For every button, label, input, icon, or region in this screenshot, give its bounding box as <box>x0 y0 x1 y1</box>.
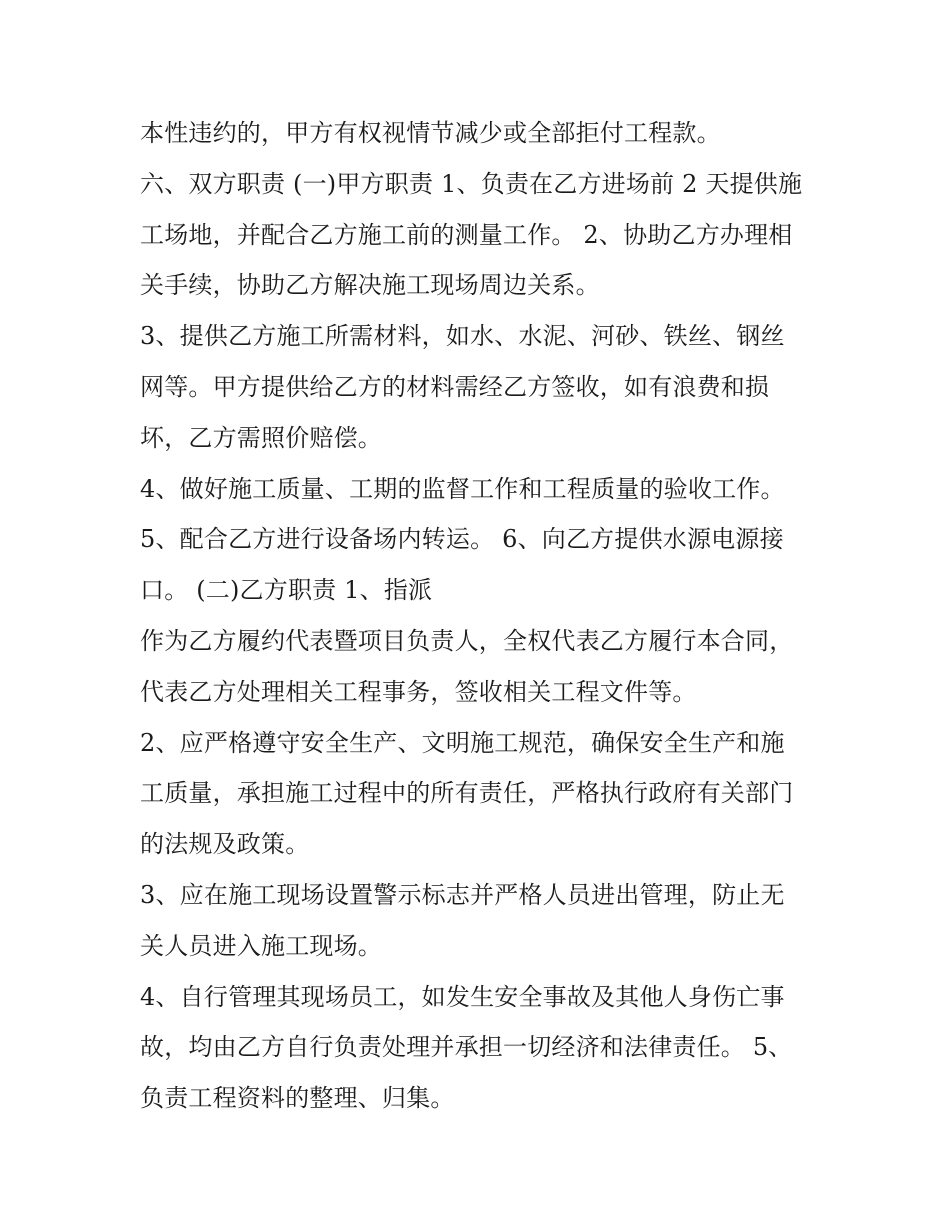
text-line: 工场地，并配合乙方施工前的测量工作。 2、协助乙方办理相 <box>140 220 793 249</box>
document-body <box>140 108 820 1124</box>
text-line: 负责工程资料的整理、归集。 <box>140 1084 455 1113</box>
text-line: 故，均由乙方自行负责处理并承担一切经济和法律责任。 5、 <box>140 1033 793 1062</box>
text-line: 工质量，承担施工过程中的所有责任，严格执行政府有关部门 <box>140 779 794 808</box>
text-line: 关手续，协助乙方解决施工现场周边关系。 <box>140 271 600 300</box>
text-line: 坏，乙方需照价赔偿。 <box>140 423 382 452</box>
text-line: 本性违约的，甲方有权视情节减少或全部拒付工程款。 <box>140 119 721 147</box>
text-line: 网等。甲方提供给乙方的材料需经乙方签收，如有浪费和损 <box>140 372 770 401</box>
text-line: 六、双方职责 (一)甲方职责 1、负责在乙方进场前 2 天提供施 <box>140 169 803 198</box>
text-line: 2、应严格遵守安全生产、文明施工规范，确保安全生产和施 <box>140 728 785 757</box>
text-line: 4、自行管理其现场员工，如发生安全事故及其他人身伤亡事 <box>140 982 785 1011</box>
text-line: 关人员进入施工现场。 <box>140 931 382 960</box>
text-line: 5、配合乙方进行设备场内转运。 6、向乙方提供水源电源接 <box>140 525 784 554</box>
text-line: 口。 (二)乙方职责 1、指派 <box>140 576 433 605</box>
text-line: 3、应在施工现场设置警示标志并严格人员进出管理，防止无 <box>140 880 785 909</box>
text-line: 3、提供乙方施工所需材料，如水、水泥、河砂、铁丝、钢丝 <box>140 322 785 351</box>
text-line: 的法规及政策。 <box>140 830 310 859</box>
text-line: 4、做好施工质量、工期的监督工作和工程质量的验收工作。 <box>140 474 785 503</box>
text-line: 作为乙方履约代表暨项目负责人，全权代表乙方履行本合同， <box>140 626 794 655</box>
text-line: 代表乙方处理相关工程事务，签收相关工程文件等。 <box>140 677 697 706</box>
